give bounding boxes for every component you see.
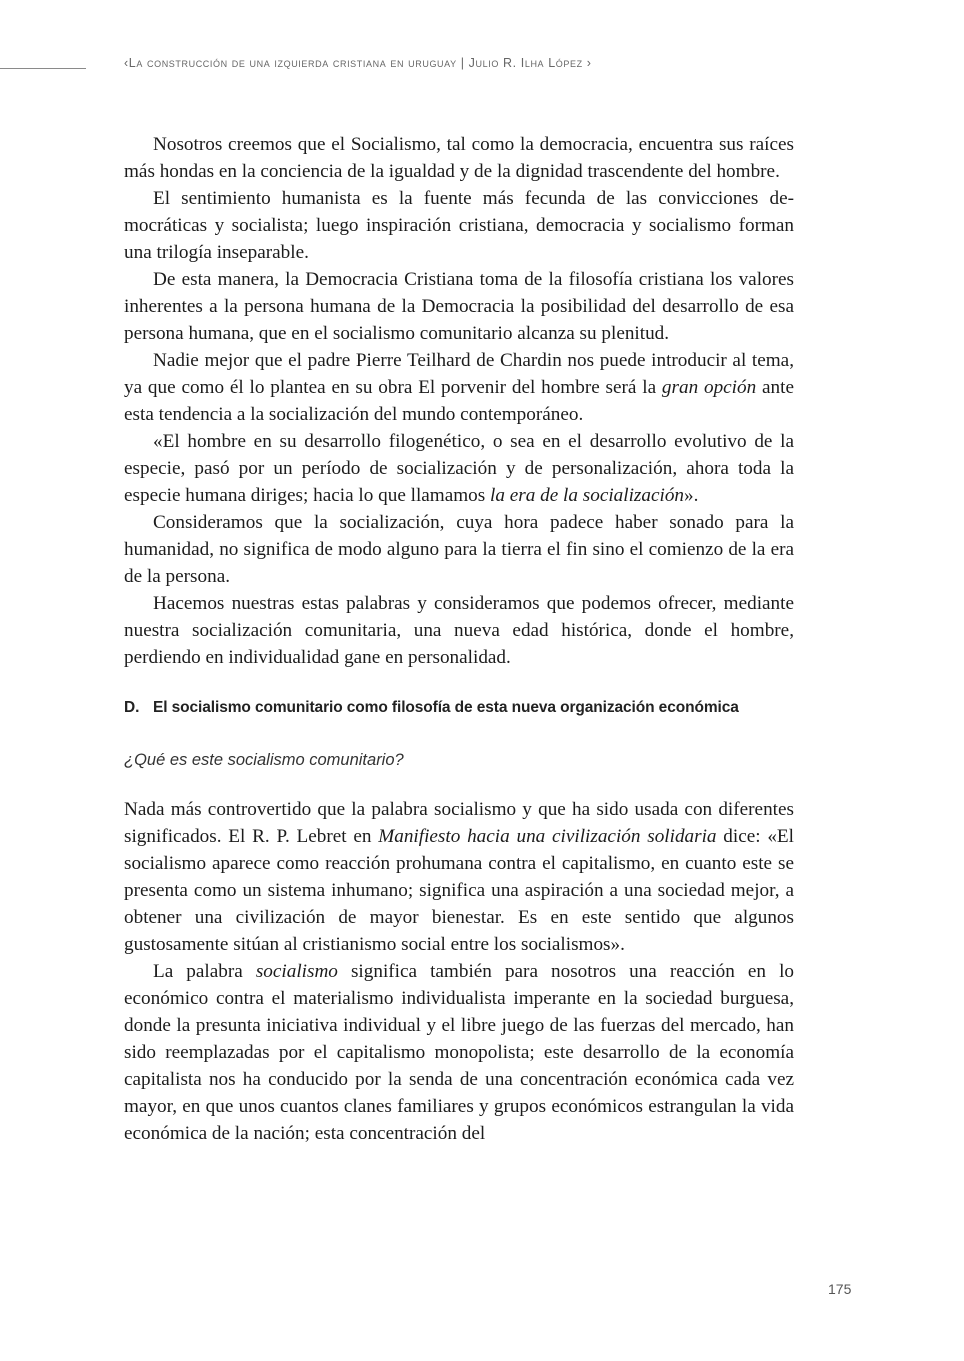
paragraph <box>124 958 794 1147</box>
paragraph-text: ». <box>684 485 699 506</box>
paragraph-text: El sentimiento humanista es la fuente más fecunda de las convicciones democráticas y socialista; luego inspiración cristiana, democracia y socialismo forman una trilogía inseparable. <box>124 188 794 263</box>
paragraph-text: Nada más controvertido que la palabra socialismo y que ha sido usada con diferentes significados. El R. P. Lebret en <box>124 799 794 847</box>
paragraph <box>124 131 794 185</box>
italic-text: la era de la socialización <box>490 485 685 506</box>
quote-paragraph <box>124 428 794 509</box>
paragraph <box>124 266 794 347</box>
paragraph <box>124 185 794 266</box>
section-title: El socialismo comunitario como filosofía de esta nueva organización económica <box>153 699 739 716</box>
italic-text: Manifiesto hacia una civilización solidaria <box>378 826 717 847</box>
paragraph <box>124 509 794 590</box>
paragraph-text: ante esta tendencia a la socialización del mundo contemporáneo. <box>124 377 794 425</box>
italic-text: gran opción <box>661 377 757 398</box>
paragraph-text: dice: «El socialismo aparece como reacción prohumana contra el capitalismo, en cuanto este se presenta como un sistema inhumano; significa una aspiración a una sociedad mejor, a obtener una civilización de mayor bienestar. Es en este sentido que algunos gustosamente sitúan al cristianismo social entre los socialismos». <box>124 826 794 955</box>
section-letter: D. <box>124 699 140 716</box>
header-rule <box>0 68 86 69</box>
section-heading <box>124 695 794 721</box>
italic-text: socialismo <box>255 961 338 982</box>
section-subtitle: ¿Qué es este socialismo comunitario? <box>124 751 404 769</box>
paragraph <box>124 590 794 671</box>
paragraph-text: Hacemos nuestras estas palabras y consideramos que podemos ofrecer, mediante nuestra socialización comunitaria, una nueva edad histórica, donde el hombre, perdiendo en individualidad gane en personalidad. <box>124 593 794 668</box>
paragraph-text: Consideramos que la socialización, cuya hora padece haber sonado para la humanidad, no significa de modo alguno para la tierra el fin sino el comienzo de la era de la persona. <box>124 512 794 587</box>
paragraph-text: significa también para nosotros una reacción en lo económico contra el materialismo individualista imperante en la sociedad burguesa, donde la presunta iniciativa individual y el libre juego de las fuerzas del mercado, han sido reemplazadas por el capitalismo monopolista; este desarrollo de la economía capitalista nos ha conducido por la senda de una concentración económica cada vez mayor, en que unos cuantos clanes familiares y grupos económicos estrangulan la vida económica de la nación; esta concentración del <box>124 961 794 1144</box>
paragraph-text: La palabra <box>153 961 256 982</box>
page-number: 175 <box>828 1281 852 1297</box>
body-text <box>124 131 794 1147</box>
running-header: ‹La construcción de una izquierda cristiana en uruguay | Julio R. Ilha López › <box>124 56 592 70</box>
paragraph-text: Nosotros creemos que el Socialismo, tal como la democracia, encuentra sus raíces más hondas en la conciencia de la igualdad y de la dignidad trascendente del hombre. <box>124 134 794 182</box>
paragraph-text: Nadie mejor que el padre Pierre Teilhard de Chardin nos puede introducir al tema, ya que como él lo plantea en su obra El porvenir del hombre será la <box>124 350 794 398</box>
paragraph <box>124 347 794 428</box>
paragraph-text: «El hombre en su desarrollo filogenético, o sea en el desarrollo evolutivo de la especie, pasó por un período de socialización y de personalización, ahora toda la especie humana diriges; hacia lo que llamamos <box>124 431 794 506</box>
paragraph-text: De esta manera, la Democracia Cristiana toma de la filosofía cristiana los valores inherentes a la persona humana de la Democracia la posibilidad del desarrollo de esa persona humana, que en el socialismo comunitario alcanza su plenitud. <box>124 269 794 344</box>
paragraph <box>124 796 794 958</box>
